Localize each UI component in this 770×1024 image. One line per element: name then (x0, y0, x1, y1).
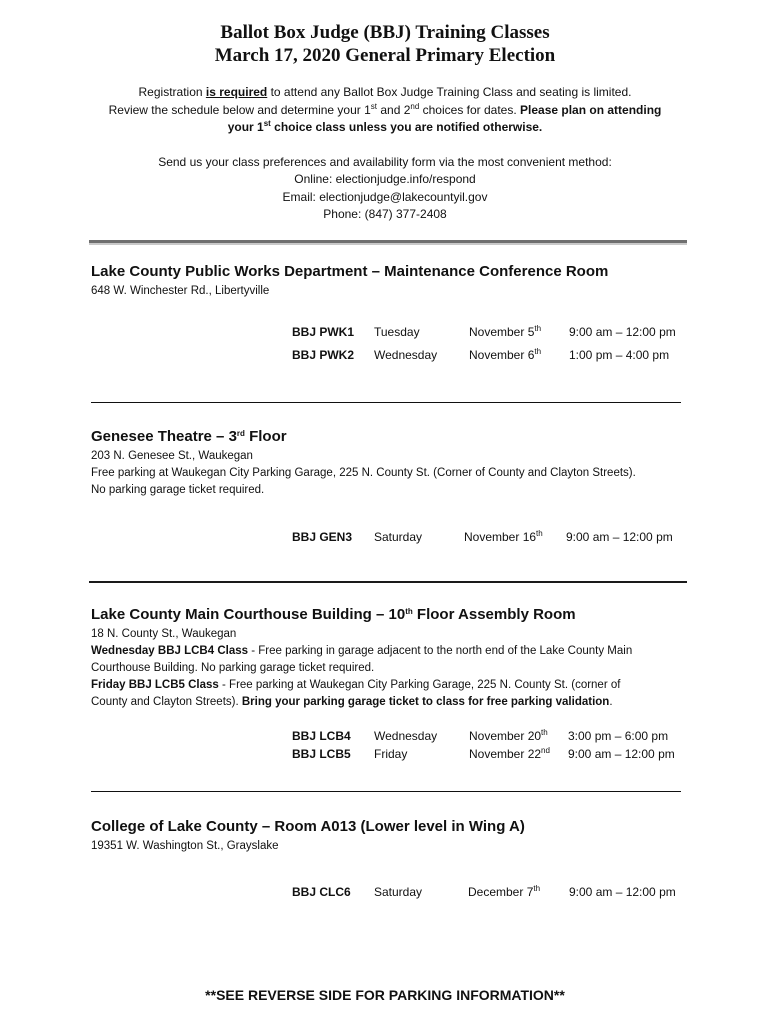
class-time: 9:00 am – 12:00 pm (566, 530, 673, 544)
class-date: November 6th (469, 347, 542, 362)
class-time: 9:00 am – 12:00 pm (569, 885, 676, 899)
intro-block (60, 84, 710, 224)
plan-line: your 1st choice class unless you are notified otherwise. (227, 119, 543, 134)
class-date: November 22nd (469, 746, 550, 761)
parking-note: Friday BBJ LCB5 Class - Free parking at Waukegan City Parking Garage, 225 N. County St. (corner of (91, 679, 621, 691)
class-day: Wednesday (374, 348, 438, 362)
email-contact[interactable]: Email: electionjudge@lakecountyil.gov (282, 189, 488, 204)
class-day: Wednesday (374, 729, 438, 743)
location-details (91, 448, 691, 499)
location-title: Lake County Public Works Department – Maintenance Conference Room (91, 263, 609, 280)
class-date: November 20th (469, 728, 548, 743)
divider-line (91, 791, 681, 792)
online-contact[interactable]: Online: electionjudge.info/respond (294, 172, 476, 186)
class-day: Tuesday (374, 325, 420, 339)
class-date: November 5th (469, 324, 542, 339)
location-title: College of Lake County – Room A013 (Lower level in Wing A) (91, 818, 525, 835)
divider-line (91, 402, 681, 403)
class-time: 9:00 am – 12:00 pm (568, 747, 675, 761)
location-details (91, 626, 691, 711)
phone-contact: Phone: (847) 377-2408 (323, 207, 447, 221)
class-time: 9:00 am – 12:00 pm (569, 325, 676, 339)
parking-note: Wednesday BBJ LCB4 Class - Free parking in garage adjacent to the north end of the Lake County Main (91, 645, 633, 657)
reverse-side-notice: **SEE REVERSE SIDE FOR PARKING INFORMATION** (205, 987, 565, 1003)
send-line: Send us your class preferences and availability form via the most convenient method: (158, 154, 612, 169)
class-time: 3:00 pm – 6:00 pm (568, 729, 669, 743)
registration-line: Registration is required to attend any Ballot Box Judge Training Class and seating is limited. (138, 85, 632, 99)
class-date: November 16th (464, 529, 543, 544)
location-address: 18 N. County St., Waukegan (91, 628, 237, 640)
location-address: 648 W. Winchester Rd., Libertyville (91, 285, 270, 297)
class-code: BBJ LCB4 (292, 729, 351, 743)
class-code: BBJ CLC6 (292, 885, 351, 899)
review-line: Review the schedule below and determine your 1st and 2nd choices for dates. Please plan on attending (108, 101, 662, 117)
class-code: BBJ LCB5 (292, 747, 351, 761)
section-divider-shadow (89, 243, 687, 245)
class-day: Friday (374, 747, 408, 761)
parking-note: County and Clayton Streets). Bring your parking garage ticket to class for free parking validation. (91, 696, 613, 708)
title-line-2: March 17, 2020 General Primary Election (214, 45, 556, 66)
class-day: Saturday (374, 885, 423, 899)
page-title (0, 21, 770, 67)
location-address: 19351 W. Washington St., Grayslake (91, 840, 279, 852)
required-emphasis: is required (205, 85, 268, 99)
class-code: BBJ GEN3 (292, 530, 353, 544)
parking-note: Courthouse Building. No parking garage ticket required. (91, 662, 375, 674)
class-day: Saturday (374, 530, 423, 544)
parking-note: No parking garage ticket required. (91, 484, 265, 496)
title-line-1: Ballot Box Judge (BBJ) Training Classes (220, 22, 550, 43)
class-code: BBJ PWK1 (292, 325, 355, 339)
location-address: 203 N. Genesee St., Waukegan (91, 450, 253, 462)
section-divider (89, 581, 687, 583)
location-title: Lake County Main Courthouse Building – 10th Floor Assembly Room (91, 606, 576, 623)
class-time: 1:00 pm – 4:00 pm (569, 348, 670, 362)
location-title: Genesee Theatre – 3rd Floor (91, 428, 287, 445)
class-date: December 7th (468, 884, 541, 899)
parking-note: Free parking at Waukegan City Parking Garage, 225 N. County St. (Corner of County and Clayton Streets). (91, 467, 636, 479)
class-code: BBJ PWK2 (292, 348, 355, 362)
